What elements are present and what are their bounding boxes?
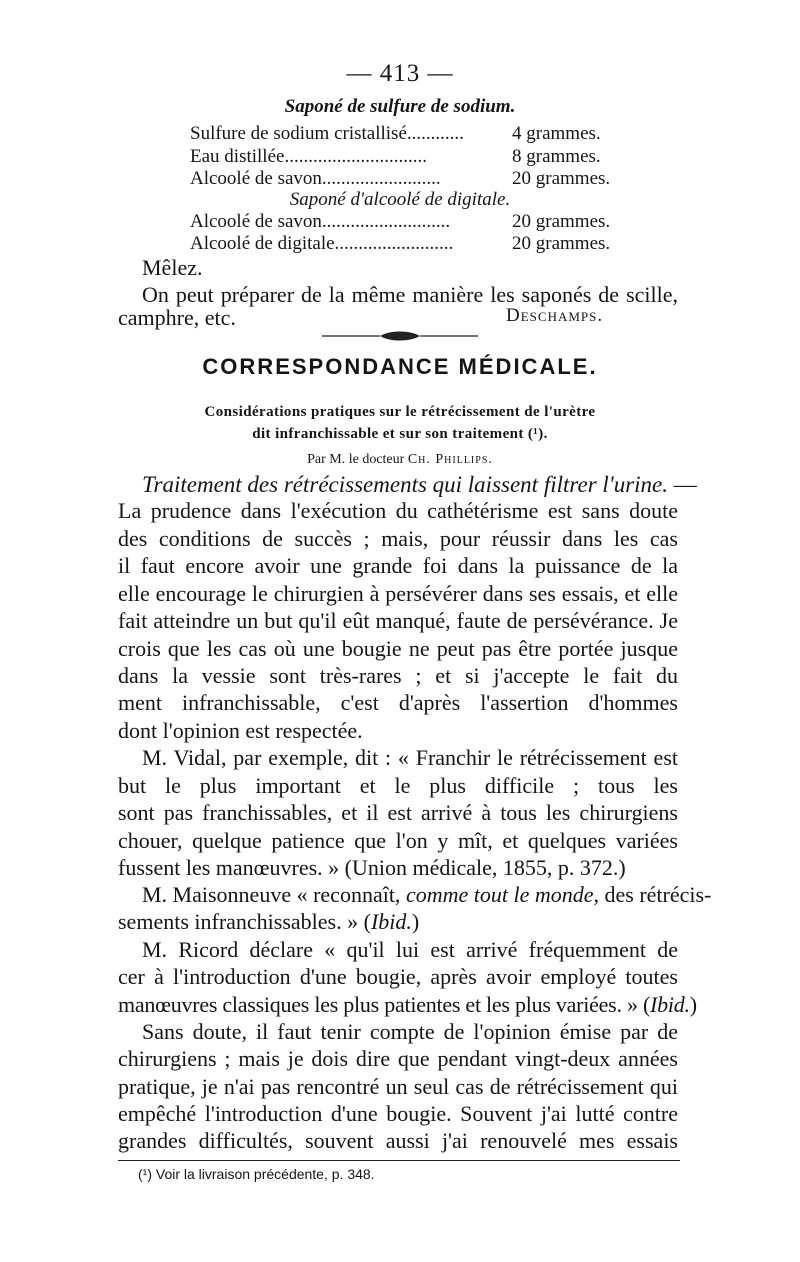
byline-author: Ch. Phillips. (407, 452, 493, 467)
body-line: M. Ricord déclare « qu'il lui est arrivé fréquemment de (142, 937, 678, 962)
body-line (118, 990, 697, 1020)
body-line: crois que les cas où une bougie ne peut pas être portée jusque (118, 636, 678, 661)
ingredient-name: Sulfure de sodium cristallisé............ (190, 123, 464, 144)
melez-text: Mêlez. (142, 255, 203, 280)
recipe-title: Saponé d'alcoolé de digitale. (289, 189, 511, 210)
subheading-italic: Traitement des rétrécissements qui laissent filtrer l'urine. (142, 472, 669, 497)
text-run: sements infranchissables. » ( (118, 909, 371, 934)
footnote: (¹) Voir la livraison précédente, p. 348. (138, 1166, 375, 1182)
ingredient-name: Eau distillée.............................. (190, 146, 427, 167)
article-title-line: Considérations pratiques sur le rétrécissement de l'urètre (204, 404, 596, 420)
ingredient-row (190, 122, 610, 146)
section-title: CORRESPONDANCE MÉDICALE. (202, 354, 598, 379)
text-run: ) (411, 909, 420, 934)
body-line: fait atteindre un but qu'il eût manqué, faute de persévérance. Je (118, 608, 678, 633)
byline (0, 452, 800, 468)
text-run-italic: Ibid. (370, 909, 412, 934)
body-line: cer à l'introduction d'une bougie, après avoir employé toutes (118, 964, 678, 989)
body-line: La prudence dans l'exécution du cathétérisme est sans doute (118, 498, 678, 523)
body-line: chirurgiens ; mais je dois dire que pendant vingt-deux années (118, 1046, 678, 1071)
body-line: sont pas franchissables, et il est arrivé à tous les chirurgiens (118, 800, 678, 825)
ingredient-quantity: 8 grammes. (512, 146, 601, 167)
body-line: On peut préparer de la même manière les saponés de scille, (142, 282, 678, 307)
body-line: camphre, etc. (118, 305, 236, 330)
text-run: manœuvres classiques les plus patientes et les plus variées. » ( (118, 992, 651, 1017)
text-run: des rétrécis- (599, 882, 712, 907)
body-line: fussent les manœuvres. » (Union médicale, 1855, p. 372.) (118, 855, 626, 880)
text-run-italic: Ibid. (650, 992, 690, 1017)
body-line: grandes difficultés, souvent aussi j'ai renouvelé mes essais (118, 1128, 678, 1153)
body-line: pratique, je n'ai pas rencontré un seul cas de rétrécissement qui (118, 1074, 678, 1099)
ingredient-quantity: 20 grammes. (512, 168, 611, 189)
body-line: M. Vidal, par exemple, dit : « Franchir le rétrécissement est (142, 745, 678, 770)
article-title-line: dit infranchissable et sur son traitement (¹). (252, 426, 548, 442)
ingredient-name: Alcoolé de savon........................... (190, 211, 451, 232)
body-line (142, 880, 712, 910)
body-line (118, 907, 678, 937)
body-line: ment infranchissable, c'est d'après l'assertion d'hommes (118, 690, 678, 715)
ingredient-name: Alcoolé de digitale......................... (190, 233, 454, 254)
ingredient-row (190, 167, 610, 191)
ingredient-quantity: 4 grammes. (512, 123, 601, 144)
body-line: but le plus important et le plus difficile ; tous les (118, 773, 678, 798)
body-line: empêché l'introduction d'une bougie. Souvent j'ai lutté contre (118, 1101, 678, 1126)
body-line: elle encourage le chirurgien à persévérer dans ses essais, et elle (118, 581, 678, 606)
footnote-rule (118, 1160, 680, 1161)
body-line: dont l'opinion est respectée. (118, 718, 363, 743)
ingredient-name: Alcoolé de savon......................... (190, 168, 441, 189)
text-run-italic: comme tout le monde, (405, 882, 599, 907)
ingredient-row (190, 210, 610, 234)
text-run: ) (689, 992, 697, 1017)
divider-ornament-icon (320, 329, 480, 343)
ingredient-row (190, 145, 610, 169)
ingredient-quantity: 20 grammes. (512, 233, 611, 254)
author-signature: Deschamps. (506, 305, 604, 326)
byline-prefix: Par M. le docteur (307, 452, 405, 467)
page-number: — 413 — (346, 60, 454, 87)
text-run: M. Maisonneuve « reconnaît, (142, 882, 406, 907)
body-line: chouer, quelque patience que l'on y mît, et quelques variées (118, 828, 678, 853)
body-line: des conditions de succès ; mais, pour réussir dans les cas (118, 526, 678, 551)
recipe-title: Saponé de sulfure de sodium. (284, 96, 516, 117)
body-line: Sans doute, il faut tenir compte de l'opinion émise par de (142, 1019, 678, 1044)
subheading-dash: — (668, 472, 697, 497)
body-line: dans la vessie sont très-rares ; et si j'accepte le fait du (118, 663, 678, 688)
ingredient-quantity: 20 grammes. (512, 211, 611, 232)
body-line: il faut encore avoir une grande foi dans la puissance de la (118, 553, 678, 578)
